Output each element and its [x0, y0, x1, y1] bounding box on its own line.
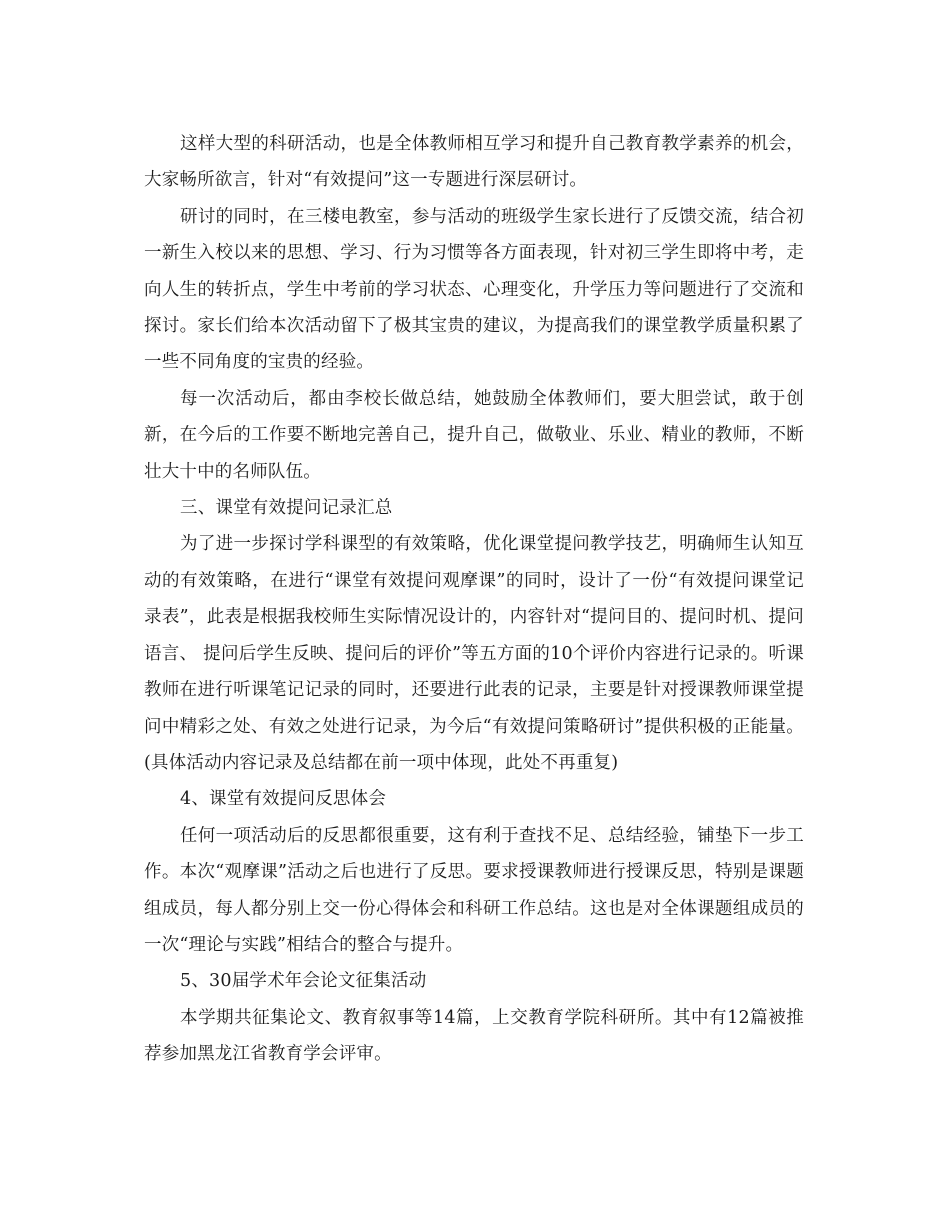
document-body [144, 126, 804, 1073]
paragraph-reflection: 任何一项活动后的反思都很重要，这有利于查找不足、总结经验，铺垫下一步工作。本次“观摩课”活动之后也进行了反思。要求授课教师进行授课反思，特别是课题组成员，每人都分别上交一份心得体会和科研工作总结。这也是对全体课题组成员的一次“理论与实践”相结合的整合与提升。 [144, 825, 804, 955]
section-heading-question-records: 三、课堂有效提问记录汇总 [180, 498, 393, 519]
paragraph-parent-feedback: 研讨的同时，在三楼电教室，参与活动的班级学生家长进行了反馈交流，结合初一新生入校以来的思想、学习、行为习惯等各方面表现，针对初三学生即将中考，走向人生的转折点，学生中考前的学习状态、心理变化，升学压力等问题进行了交流和探讨。家长们给本次活动留下了极其宝贵的建议，为提高我们的课堂教学质量积累了一些不同角度的宝贵的经验。 [144, 206, 804, 373]
paragraph-record-form: 为了进一步探讨学科课型的有效策略，优化课堂提问教学技艺，明确师生认知互动的有效策略，在进行“课堂有效提问观摩课”的同时，设计了一份“有效提问课堂记录表”，此表是根据我校师生实际情况设计的，内容针对“提问目的、提问时机、提问语言、 提问后学生反映、提问后的评价”等五方面的10个评价内容进行记录的。听课教师在进行听课笔记记录的同时，还要进行此表的记录，主要是针对授课教师课堂提问中精彩之处、有效之处进行记录，为今后“有效提问策略研讨”提供积极的正能量。(具体活动内容记录及总结都在前一项中体现，此处不再重复) [144, 534, 804, 773]
paragraph-discussion-opportunity: 这样大型的科研活动，也是全体教师相互学习和提升自己教育教学素养的机会，大家畅所欲言，针对“有效提问”这一专题进行深层研讨。 [144, 134, 804, 191]
paragraph-principal-summary: 每一次活动后，都由李校长做总结，她鼓励全体教师们，要大胆尝试，敢于创新，在今后的工作要不断地完善自己，提升自己，做敬业、乐业、精业的教师，不断壮大十中的名师队伍。 [144, 388, 804, 482]
section-heading-paper-collection: 5、30届学术年会论文征集活动 [180, 971, 427, 992]
section-heading-reflection: 4、课堂有效提问反思体会 [180, 789, 387, 810]
paragraph-paper-collection: 本学期共征集论文、教育叙事等14篇，上交教育学院科研所。其中有12篇被推荐参加黑龙江省教育学会评审。 [144, 1007, 804, 1065]
